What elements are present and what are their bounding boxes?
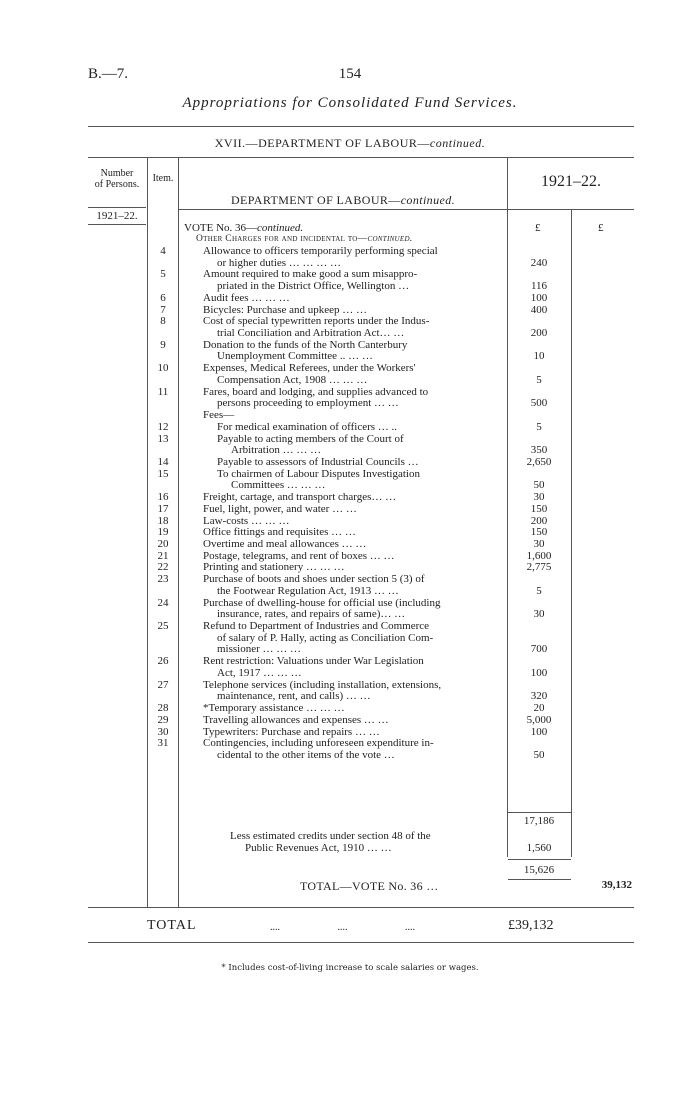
item-number: 24 — [157, 596, 169, 609]
item-description: Committees … … … — [231, 479, 326, 492]
other-charges-main: Other Charges for and incidental to— — [196, 234, 368, 244]
vote-heading-continued: continued. — [257, 222, 304, 234]
line-item-row — [0, 421, 700, 433]
line-item-row — [0, 726, 700, 738]
subtotal-amount: 17,186 — [523, 815, 555, 827]
line-item-row — [0, 268, 700, 280]
item-number: 21 — [157, 549, 169, 562]
line-item-row — [0, 538, 700, 550]
item-description: Audit fees … … … — [203, 291, 290, 304]
item-number: 19 — [157, 526, 169, 539]
line-item-row — [0, 386, 700, 398]
item-description: Payable to assessors of Industrial Councils … — [217, 455, 419, 468]
subtotal-rule — [508, 812, 571, 813]
line-item-row — [0, 515, 700, 527]
item-amount: 5 — [536, 373, 542, 386]
grand-total-dots: .... .... .... — [270, 922, 415, 933]
item-number: 31 — [157, 737, 169, 750]
line-item-row — [0, 667, 700, 679]
line-item-row — [0, 468, 700, 480]
item-number: 5 — [160, 268, 166, 281]
line-item-row — [0, 655, 700, 667]
line-item-row — [0, 632, 700, 644]
item-number: 15 — [157, 467, 169, 480]
item-description: Bicycles: Purchase and upkeep … … — [203, 303, 368, 316]
line-item-row — [0, 292, 700, 304]
line-item-row — [0, 362, 700, 374]
item-amount: 100 — [530, 725, 548, 738]
item-description: Donation to the funds of the North Canterbury — [203, 338, 408, 351]
department-heading-continued: continued. — [429, 136, 486, 150]
line-item-row — [0, 350, 700, 362]
header-rule — [178, 209, 634, 210]
item-description: Contingencies, including unforeseen expenditure in- — [203, 737, 434, 750]
line-item-row — [0, 550, 700, 562]
line-item-row — [0, 304, 700, 316]
item-number: 4 — [160, 245, 166, 257]
item-amount: 200 — [530, 327, 548, 340]
item-amount: 30 — [533, 608, 545, 621]
item-description: Rent restriction: Valuations under War Legislation — [203, 655, 424, 668]
item-amount: 50 — [533, 479, 545, 492]
item-number: 25 — [157, 620, 169, 633]
item-number: 16 — [157, 491, 169, 504]
line-item-row — [0, 327, 700, 339]
item-amount: 200 — [530, 514, 548, 527]
item-amount: 240 — [530, 256, 548, 269]
line-item-row — [0, 643, 700, 655]
item-number: 26 — [157, 655, 169, 668]
line-item-row — [0, 257, 700, 269]
item-description: priated in the District Office, Wellington … — [217, 280, 410, 293]
item-amount: 50 — [533, 748, 545, 761]
net-rule — [508, 859, 571, 860]
item-description: Purchase of dwelling-house for official use (including — [203, 596, 441, 609]
item-description: Telephone services (including installation, extensions, — [203, 678, 442, 691]
item-header: Item. — [152, 173, 174, 184]
item-amount: 350 — [530, 444, 548, 457]
item-number: 10 — [157, 362, 169, 375]
item-number: 12 — [157, 420, 169, 433]
item-description: For medical examination of officers … .. — [217, 420, 398, 433]
item-description: Act, 1917 … … … — [217, 666, 302, 679]
item-description: Expenses, Medical Referees, under the Workers' — [203, 362, 416, 375]
footnote: * Includes cost-of-living increase to scale salaries or wages. — [221, 963, 479, 973]
item-amount: 30 — [533, 491, 545, 504]
item-description: Freight, cartage, and transport charges… … — [203, 491, 397, 504]
number-of-persons-line2: of Persons. — [94, 179, 140, 190]
less-credits-line2: Public Revenues Act, 1910 … … — [245, 842, 392, 854]
item-description: Unemployment Committee .. … … — [217, 350, 373, 363]
item-amount: 700 — [530, 643, 548, 656]
year-header: 1921–22. — [541, 173, 601, 190]
page-subtitle: Appropriations for Consolidated Fund Services. — [182, 95, 518, 111]
item-number: 23 — [157, 573, 169, 586]
item-description: To chairmen of Labour Disputes Investigation — [217, 467, 420, 480]
item-description: maintenance, rent, and calls) … … — [217, 690, 371, 703]
item-description: Cost of special typewritten reports under the Indus- — [203, 315, 430, 328]
item-description: persons proceeding to employment … … — [217, 397, 399, 410]
item-number: 27 — [157, 678, 169, 691]
item-number: 28 — [157, 702, 169, 715]
line-item-row — [0, 737, 700, 749]
table-dept-title-continued: continued. — [400, 193, 456, 207]
item-number: 11 — [157, 385, 169, 398]
item-description: Fares, board and lodging, and supplies advanced to — [203, 385, 429, 398]
item-amount: 116 — [530, 280, 548, 293]
line-item-row — [0, 479, 700, 491]
item-description: Law-costs … … … — [203, 514, 290, 527]
line-item-row — [0, 679, 700, 691]
line-item-row — [0, 620, 700, 632]
item-number: 7 — [160, 303, 166, 316]
total-bottom-rule — [88, 942, 634, 943]
item-amount: 500 — [530, 397, 548, 410]
total-top-rule — [88, 907, 634, 908]
item-number: 18 — [157, 514, 169, 527]
item-description: Overtime and meal allowances … … — [203, 538, 367, 550]
line-item-row — [0, 714, 700, 726]
pound-sign-1: £ — [535, 222, 541, 234]
item-description: Travelling allowances and expenses … … — [203, 713, 389, 726]
department-heading — [0, 136, 700, 151]
line-item-row — [0, 280, 700, 292]
item-number: 8 — [160, 315, 166, 328]
item-amount: 2,650 — [526, 455, 552, 468]
total-vote-label: TOTAL—VOTE No. 36 … — [300, 879, 439, 893]
item-description: Fuel, light, power, and water … … — [203, 502, 357, 515]
item-description: or higher duties … … … … — [217, 256, 342, 269]
top-rule — [88, 126, 634, 127]
item-description: Allowance to officers temporarily performing special — [203, 245, 438, 257]
other-charges-continued: continued. — [367, 234, 413, 244]
item-description: the Footwear Regulation Act, 1913 … … — [217, 584, 399, 597]
line-item-row — [0, 585, 700, 597]
line-item-row — [0, 608, 700, 620]
line-item-row — [0, 456, 700, 468]
persons-year-rule — [88, 224, 146, 225]
item-description: Typewriters: Purchase and repairs … … — [203, 725, 380, 738]
item-amount: 2,775 — [526, 561, 552, 574]
item-amount: 100 — [530, 291, 548, 304]
line-item-row — [0, 702, 700, 714]
line-item-row — [0, 749, 700, 761]
line-item-row — [0, 526, 700, 538]
line-item-row — [0, 503, 700, 515]
number-of-persons-header — [88, 168, 146, 190]
item-description: insurance, rates, and repairs of same)… … — [217, 608, 406, 621]
line-item-row — [0, 397, 700, 409]
item-amount: 150 — [530, 502, 548, 515]
line-item-row — [0, 573, 700, 585]
table-top-rule — [88, 157, 634, 158]
line-item-row — [0, 339, 700, 351]
item-description: Refund to Department of Industries and Commerce — [203, 620, 430, 633]
item-description: trial Conciliation and Arbitration Act… … — [217, 327, 405, 340]
item-number: 20 — [157, 538, 169, 550]
item-amount: 5 — [536, 584, 542, 597]
item-amount: 10 — [533, 350, 545, 363]
item-description: Compensation Act, 1908 … … … — [217, 373, 368, 386]
item-description: Purchase of boots and shoes under section 5 (3) of — [203, 573, 425, 586]
vote-heading-main: VOTE No. 36— — [184, 222, 258, 234]
item-description: Fees— — [203, 409, 235, 422]
item-amount: 5 — [536, 420, 542, 433]
item-amount: 400 — [530, 303, 548, 316]
grand-total-amount: £39,132 — [508, 918, 554, 933]
department-heading-main: XVII.—DEPARTMENT OF LABOUR— — [214, 136, 430, 150]
item-description: of salary of P. Hally, acting as Conciliation Com- — [217, 631, 434, 644]
page-code: B.—7. — [88, 66, 129, 82]
item-description: Printing and stationery … … … — [203, 561, 345, 574]
item-amount: 100 — [530, 666, 548, 679]
line-item-row — [0, 561, 700, 573]
item-amount: 320 — [530, 690, 548, 703]
line-item-row — [0, 491, 700, 503]
item-description: Payable to acting members of the Court of — [217, 432, 404, 445]
grand-total-label: TOTAL — [147, 918, 197, 933]
item-number: 17 — [157, 502, 169, 515]
line-item-row — [0, 374, 700, 386]
item-number: 14 — [157, 455, 169, 468]
item-description: missioner … … … — [217, 643, 302, 656]
page-number: 154 — [338, 66, 362, 82]
less-credits-line1: Less estimated credits under section 48 of the — [230, 830, 431, 842]
item-number: 29 — [157, 713, 169, 726]
item-description: *Temporary assistance … … … — [203, 702, 345, 715]
pound-sign-2: £ — [598, 222, 604, 234]
line-item-row — [0, 597, 700, 609]
line-item-row — [0, 409, 700, 421]
net-amount: 15,626 — [523, 864, 555, 876]
line-item-row — [0, 433, 700, 445]
item-description: Office fittings and requisites … … — [203, 526, 356, 539]
item-description: cidental to the other items of the vote … — [217, 748, 395, 761]
less-credits-amount: 1,560 — [526, 842, 552, 854]
item-number: 9 — [160, 338, 166, 351]
item-description: Arbitration … … … — [231, 444, 322, 457]
item-amount: 150 — [530, 526, 548, 539]
vote-heading — [184, 222, 303, 234]
item-number: 6 — [160, 291, 166, 304]
item-amount: 20 — [533, 702, 545, 715]
total-vote-amount: 39,132 — [601, 879, 632, 891]
item-description: Postage, telegrams, and rent of boxes … … — [203, 549, 395, 562]
line-item-row — [0, 690, 700, 702]
net-under-rule — [508, 879, 571, 880]
item-number: 30 — [157, 725, 169, 738]
line-item-row — [0, 315, 700, 327]
table-dept-title-main: DEPARTMENT OF LABOUR— — [230, 193, 401, 207]
table-dept-title — [178, 193, 508, 208]
persons-header-rule — [88, 207, 146, 208]
line-item-row — [0, 444, 700, 456]
item-amount: 5,000 — [526, 713, 552, 726]
item-amount: 30 — [533, 538, 545, 550]
item-number: 13 — [157, 432, 169, 445]
line-item-row — [0, 245, 700, 257]
number-of-persons-line1: Number — [100, 168, 134, 179]
item-amount: 1,600 — [526, 549, 552, 562]
item-description: Amount required to make good a sum misappro- — [203, 268, 418, 281]
other-charges-heading — [196, 234, 413, 244]
persons-year: 1921–22. — [96, 210, 138, 222]
item-number: 22 — [157, 561, 169, 574]
